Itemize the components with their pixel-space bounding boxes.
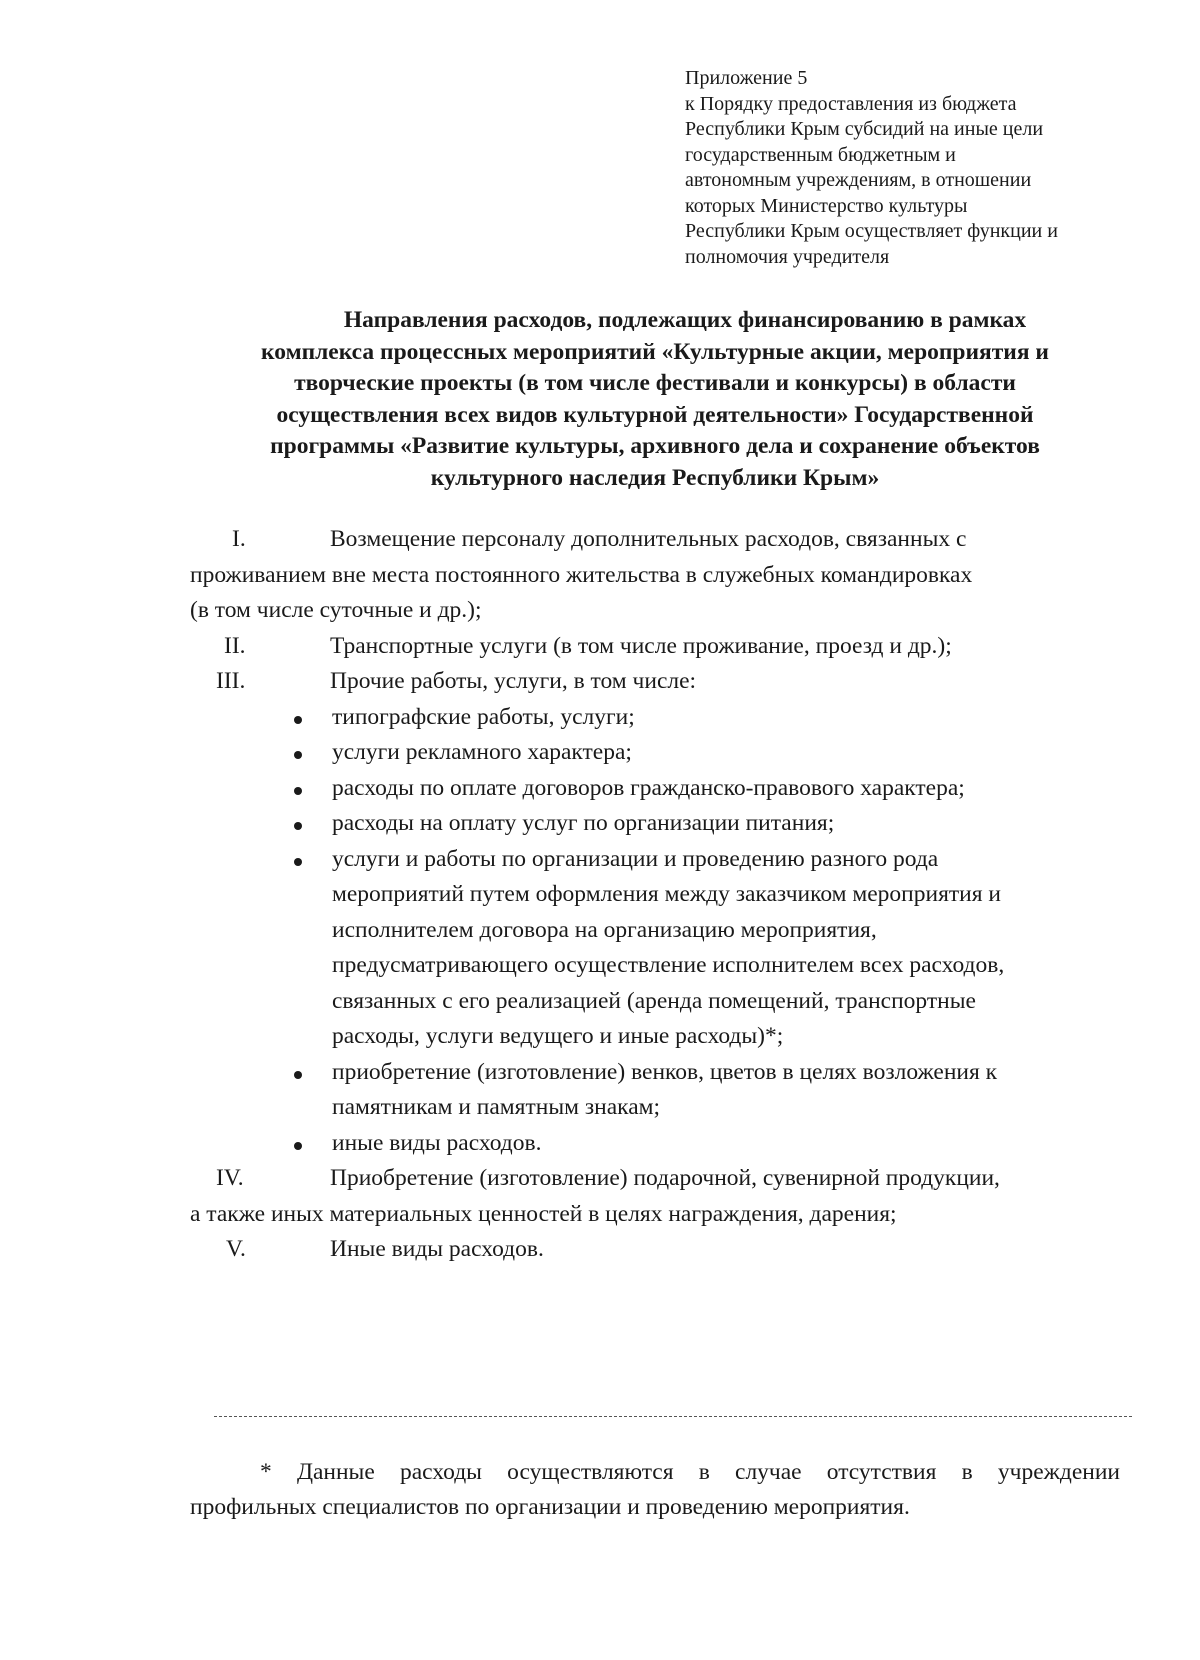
item-text: Возмещение персоналу дополнительных расходов, связанных с <box>330 526 967 552</box>
bullet-item <box>190 842 1110 1055</box>
footnote-divider <box>214 1416 1132 1417</box>
footnote <box>190 1455 1120 1525</box>
bullet-item <box>190 700 1110 736</box>
expense-list <box>190 522 1110 1268</box>
bullet-text: типографские работы, услуги; <box>332 703 635 730</box>
bullet-text: расходы, услуги ведущего и иные расходы)*; <box>332 1023 784 1049</box>
appendix-line: Приложение 5 <box>685 67 808 89</box>
item-text: Транспортные услуги (в том числе проживание, проезд и др.); <box>330 632 952 659</box>
bullet-text: расходы на оплату услуг по организации питания; <box>332 810 835 836</box>
appendix-line: к Порядку предоставления из бюджета <box>685 92 1017 115</box>
title-line: творческие проекты (в том числе фестивали и конкурсы) в области <box>294 370 1016 396</box>
bullet-item <box>190 735 1110 771</box>
title-line: культурного наследия Республики Крым» <box>430 464 880 491</box>
list-item-3 <box>190 664 1110 700</box>
bullet-item <box>190 1126 1110 1162</box>
bullet-text: исполнителем договора на организацию мероприятия, <box>332 916 877 943</box>
title-line: комплекса процессных мероприятий «Культурные акции, мероприятия и <box>261 338 1049 365</box>
bullet-text: предусматривающего осуществление исполнителем всех расходов, <box>332 952 1005 978</box>
item-continuation: проживанием вне места постоянного жительства в служебных командировках <box>190 561 973 588</box>
item-continuation: а также иных материальных ценностей в целях награждения, дарения; <box>190 1200 897 1227</box>
appendix-line: автономным учреждениям, в отношении <box>685 169 1032 191</box>
appendix-line: которых Министерство культуры <box>685 194 968 217</box>
appendix-line: полномочия учредителя <box>685 245 890 268</box>
appendix-line: Республики Крым осуществляет функции и <box>685 220 1058 242</box>
item-continuation: (в том числе суточные и др.); <box>190 597 482 623</box>
list-item-1 <box>190 522 1110 558</box>
item-number: III. <box>216 668 246 694</box>
bullet-text: иные виды расходов. <box>332 1129 542 1156</box>
item-number: II. <box>224 632 246 659</box>
appendix-line: Республики Крым субсидий на иные цели <box>685 118 1044 140</box>
item-text: Приобретение (изготовление) подарочной, сувенирной продукции, <box>330 1165 1000 1191</box>
bullet-text: связанных с его реализацией (аренда помещений, транспортные <box>332 987 976 1014</box>
bullet-item <box>190 806 1110 842</box>
item-text: Иные виды расходов. <box>330 1236 544 1262</box>
title-line: программы «Развитие культуры, архивного дела и сохранение объектов <box>270 433 1040 459</box>
bullet-text: расходы по оплате договоров гражданско-правового характера; <box>332 774 965 801</box>
footnote-line: * Данные расходы осуществляются в случае отсутствия в учреждении <box>260 1459 1120 1485</box>
list-item-2 <box>190 629 1110 665</box>
bullet-text: памятникам и памятным знакам; <box>332 1094 661 1120</box>
footnote-line: профильных специалистов по организации и проведению мероприятия. <box>190 1494 910 1520</box>
bullet-item <box>190 1055 1110 1126</box>
bullet-text: услуги рекламного характера; <box>332 739 632 765</box>
item-text: Прочие работы, услуги, в том числе: <box>330 668 697 694</box>
item-number: IV. <box>216 1165 244 1191</box>
document-title <box>190 305 1120 494</box>
item-number: I. <box>232 526 246 552</box>
bullet-text: услуги и работы по организации и проведению разного рода <box>332 845 939 872</box>
bullet-text: мероприятий путем оформления между заказчиком мероприятия и <box>332 881 1001 907</box>
appendix-header <box>685 66 1145 270</box>
title-line: осуществления всех видов культурной деятельности» Государственной <box>276 401 1034 428</box>
title-line: Направления расходов, подлежащих финансированию в рамках <box>343 307 1027 333</box>
list-item-4 <box>190 1161 1110 1197</box>
list-item-5 <box>190 1232 1110 1268</box>
bullet-item <box>190 771 1110 807</box>
appendix-line: государственным бюджетным и <box>685 143 956 166</box>
item-number: V. <box>226 1236 246 1262</box>
bullet-text: приобретение (изготовление) венков, цветов в целях возложения к <box>332 1058 998 1085</box>
